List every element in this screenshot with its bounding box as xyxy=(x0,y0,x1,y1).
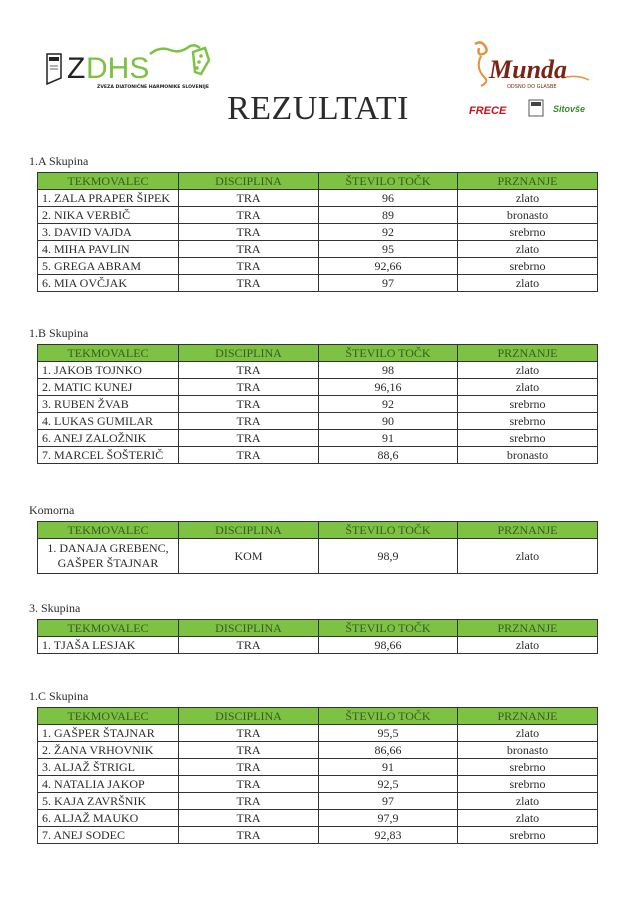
column-header: TEKMOVALEC xyxy=(38,708,179,725)
table-header-row xyxy=(38,620,598,637)
zdhs-logo xyxy=(45,40,225,90)
discipline-cell: TRA xyxy=(179,396,319,413)
table-row xyxy=(38,379,598,396)
table-row xyxy=(38,793,598,810)
column-header: PRZNANJE xyxy=(458,173,598,190)
competitor-cell: 4. LUKAS GUMILAR xyxy=(38,413,179,430)
award-cell: srebrno xyxy=(458,413,598,430)
column-header: PRZNANJE xyxy=(458,708,598,725)
competitor-cell: 1. DANAJA GREBENC, GAŠPER ŠTAJNAR xyxy=(38,539,179,574)
table-row xyxy=(38,810,598,827)
discipline-cell: TRA xyxy=(179,725,319,742)
logo-dhs: DHS xyxy=(86,52,150,85)
points-cell: 91 xyxy=(319,759,458,776)
discipline-cell: TRA xyxy=(179,742,319,759)
award-cell: srebrno xyxy=(458,396,598,413)
results-table xyxy=(37,619,598,654)
discipline-cell: TRA xyxy=(179,759,319,776)
column-header: DISCIPLINA xyxy=(179,708,319,725)
results-section xyxy=(29,688,597,844)
competitor-cell: 5. KAJA ZAVRŠNIK xyxy=(38,793,179,810)
results-section xyxy=(29,325,597,464)
points-cell: 96,16 xyxy=(319,379,458,396)
competitor-cell: 7. MARCEL ŠOŠTERIČ xyxy=(38,447,179,464)
discipline-cell: KOM xyxy=(179,539,319,574)
competitor-cell: 2. ŽANA VRHOVNIK xyxy=(38,742,179,759)
discipline-cell: TRA xyxy=(179,413,319,430)
competitor-cell: 6. MIA OVČJAK xyxy=(38,275,179,292)
competitor-cell: 5. GREGA ABRAM xyxy=(38,258,179,275)
munda-wordmark: Munda xyxy=(489,55,568,84)
award-cell: srebrno xyxy=(458,759,598,776)
award-cell: zlato xyxy=(458,241,598,258)
discipline-cell: TRA xyxy=(179,430,319,447)
award-cell: bronasto xyxy=(458,447,598,464)
points-cell: 97 xyxy=(319,275,458,292)
award-cell: srebrno xyxy=(458,776,598,793)
competitor-cell: 2. MATIC KUNEJ xyxy=(38,379,179,396)
section-label: 3. Skupina xyxy=(29,601,81,615)
column-header: PRZNANJE xyxy=(458,620,598,637)
points-cell: 89 xyxy=(319,207,458,224)
points-cell: 92,83 xyxy=(319,827,458,844)
column-header: PRZNANJE xyxy=(458,345,598,362)
award-cell: srebrno xyxy=(458,827,598,844)
discipline-cell: TRA xyxy=(179,827,319,844)
logo-z: Z xyxy=(67,52,86,85)
award-cell: srebrno xyxy=(458,258,598,275)
points-cell: 92,5 xyxy=(319,776,458,793)
points-cell: 98,9 xyxy=(319,539,458,574)
column-header: DISCIPLINA xyxy=(179,620,319,637)
results-table xyxy=(37,521,598,574)
column-header: TEKMOVALEC xyxy=(38,345,179,362)
table-row xyxy=(38,190,598,207)
points-cell: 90 xyxy=(319,413,458,430)
page-title: REZULTATI xyxy=(227,90,409,127)
table-row xyxy=(38,759,598,776)
column-header: ŠTEVILO TOČK xyxy=(319,708,458,725)
points-cell: 95 xyxy=(319,241,458,258)
section-label: 1.B Skupina xyxy=(29,326,89,340)
column-header: TEKMOVALEC xyxy=(38,173,179,190)
munda-subtitle: ODSNO DO GLASBE xyxy=(507,84,557,90)
results-section xyxy=(29,153,597,292)
table-row xyxy=(38,430,598,447)
section-label: 1.C Skupina xyxy=(29,689,89,703)
award-cell: srebrno xyxy=(458,224,598,241)
table-row xyxy=(38,742,598,759)
discipline-cell: TRA xyxy=(179,207,319,224)
competitor-cell: 7. ANEJ SODEC xyxy=(38,827,179,844)
table-row xyxy=(38,241,598,258)
table-row xyxy=(38,827,598,844)
points-cell: 88,6 xyxy=(319,447,458,464)
table-row xyxy=(38,539,598,574)
table-row xyxy=(38,362,598,379)
points-cell: 92,66 xyxy=(319,258,458,275)
column-header: ŠTEVILO TOČK xyxy=(319,522,458,539)
results-table xyxy=(37,707,598,844)
results-section xyxy=(29,600,597,654)
award-cell: zlato xyxy=(458,539,598,574)
award-cell: bronasto xyxy=(458,207,598,224)
column-header: ŠTEVILO TOČK xyxy=(319,620,458,637)
competitor-cell: 3. DAVID VAJDA xyxy=(38,224,179,241)
discipline-cell: TRA xyxy=(179,637,319,654)
points-cell: 98,66 xyxy=(319,637,458,654)
table-header-row xyxy=(38,345,598,362)
table-row xyxy=(38,725,598,742)
sitovse-logo: Sitovše xyxy=(553,104,586,114)
award-cell: zlato xyxy=(458,793,598,810)
results-table xyxy=(37,172,598,292)
points-cell: 91 xyxy=(319,430,458,447)
competitor-cell: 1. JAKOB TOJNKO xyxy=(38,362,179,379)
competitor-cell: 1. GAŠPER ŠTAJNAR xyxy=(38,725,179,742)
discipline-cell: TRA xyxy=(179,190,319,207)
points-cell: 97 xyxy=(319,793,458,810)
discipline-cell: TRA xyxy=(179,224,319,241)
table-header-row xyxy=(38,708,598,725)
column-header: ŠTEVILO TOČK xyxy=(319,173,458,190)
competitor-cell: 4. NATALIA JAKOP xyxy=(38,776,179,793)
discipline-cell: TRA xyxy=(179,810,319,827)
results-section xyxy=(29,502,597,574)
award-cell: zlato xyxy=(458,275,598,292)
table-row xyxy=(38,447,598,464)
table-row xyxy=(38,776,598,793)
table-row xyxy=(38,275,598,292)
award-cell: zlato xyxy=(458,637,598,654)
column-header: TEKMOVALEC xyxy=(38,620,179,637)
column-header: ŠTEVILO TOČK xyxy=(319,345,458,362)
competitor-cell: 2. NIKA VERBIČ xyxy=(38,207,179,224)
award-cell: srebrno xyxy=(458,430,598,447)
table-row xyxy=(38,396,598,413)
discipline-cell: TRA xyxy=(179,776,319,793)
award-cell: zlato xyxy=(458,379,598,396)
competitor-cell: 3. RUBEN ŽVAB xyxy=(38,396,179,413)
discipline-cell: TRA xyxy=(179,241,319,258)
column-header: DISCIPLINA xyxy=(179,345,319,362)
section-label: 1.A Skupina xyxy=(29,154,89,168)
points-cell: 95,5 xyxy=(319,725,458,742)
zkstm-badge-icon xyxy=(47,54,61,84)
award-cell: bronasto xyxy=(458,742,598,759)
discipline-cell: TRA xyxy=(179,362,319,379)
section-label: Komorna xyxy=(29,503,75,517)
points-cell: 92 xyxy=(319,396,458,413)
award-cell: zlato xyxy=(458,190,598,207)
competitor-cell: 3. ALJAŽ ŠTRIGL xyxy=(38,759,179,776)
discipline-cell: TRA xyxy=(179,379,319,396)
flower-ornament-icon xyxy=(475,42,487,54)
competitor-cell: 6. ALJAŽ MAUKO xyxy=(38,810,179,827)
competitor-cell: 1. TJAŠA LESJAK xyxy=(38,637,179,654)
table-row xyxy=(38,258,598,275)
results-table xyxy=(37,344,598,464)
points-cell: 96 xyxy=(319,190,458,207)
column-header: TEKMOVALEC xyxy=(38,522,179,539)
points-cell: 98 xyxy=(319,362,458,379)
table-row xyxy=(38,413,598,430)
competitor-cell: 1. ZALA PRAPER ŠIPEK xyxy=(38,190,179,207)
discipline-cell: TRA xyxy=(179,258,319,275)
table-header-row xyxy=(38,522,598,539)
award-cell: zlato xyxy=(458,362,598,379)
column-header: DISCIPLINA xyxy=(179,522,319,539)
competitor-cell: 6. ANEJ ZALOŽNIK xyxy=(38,430,179,447)
table-header-row xyxy=(38,173,598,190)
points-cell: 97,9 xyxy=(319,810,458,827)
table-row xyxy=(38,637,598,654)
column-header: DISCIPLINA xyxy=(179,173,319,190)
discipline-cell: TRA xyxy=(179,447,319,464)
discipline-cell: TRA xyxy=(179,275,319,292)
discipline-cell: TRA xyxy=(179,793,319,810)
logo-subtitle: ZVEZA DIATONIČNE HARMONIKE SLOVENIJE xyxy=(97,85,209,90)
award-cell: zlato xyxy=(458,725,598,742)
points-cell: 86,66 xyxy=(319,742,458,759)
table-row xyxy=(38,224,598,241)
competitor-cell: 4. MIHA PAVLIN xyxy=(38,241,179,258)
award-cell: zlato xyxy=(458,810,598,827)
column-header: PRZNANJE xyxy=(458,522,598,539)
harmonica-icon xyxy=(193,48,209,74)
points-cell: 92 xyxy=(319,224,458,241)
frece-logo: FRECE xyxy=(469,105,507,117)
table-row xyxy=(38,207,598,224)
